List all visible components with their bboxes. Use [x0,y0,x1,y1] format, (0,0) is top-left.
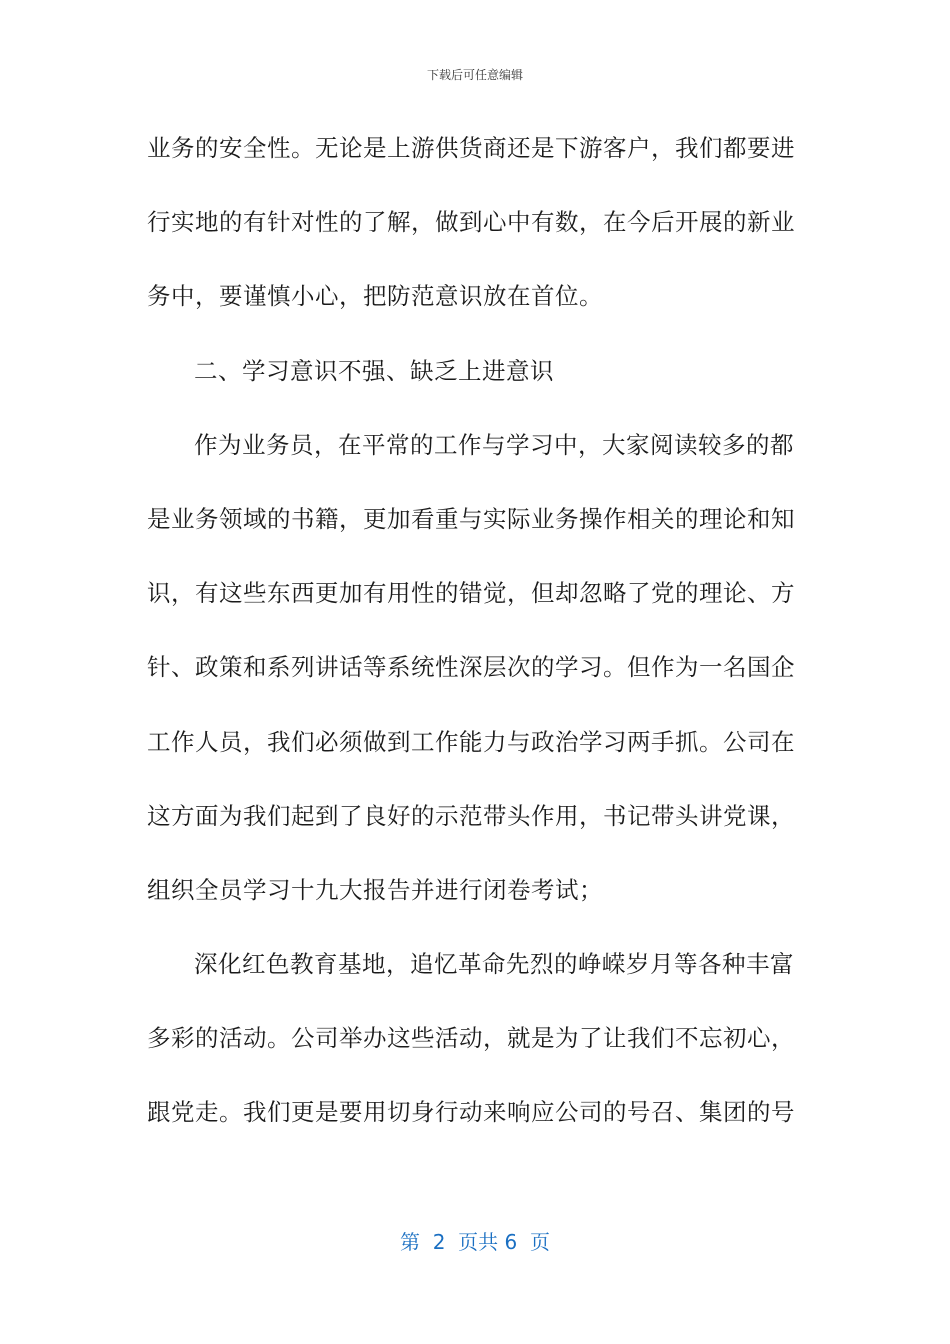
paragraph-line: 作为业务员，在平常的工作与学习中，大家阅读较多的都 [194,430,794,459]
section-heading: 二、学习意识不强、缺乏上进意识 [194,356,554,385]
paragraph-line: 针、政策和系列讲话等系统性深层次的学习。但作为一名国企 [147,653,795,682]
paragraph-line: 这方面为我们起到了良好的示范带头作用，书记带头讲党课， [147,801,795,830]
page-header: 下载后可任意编辑 [426,68,523,82]
page-number: 第 2 页共 6 页 [400,1230,550,1254]
paragraph-line: 跟党走。我们更是要用切身行动来响应公司的号召、集团的号 [147,1098,795,1127]
paragraph-line: 深化红色教育基地，追忆革命先烈的峥嵘岁月等各种丰富 [194,950,794,979]
paragraph-line: 识，有这些东西更加有用性的错觉，但却忽略了党的理论、方 [147,579,795,608]
paragraph-line: 组织全员学习十九大报告并进行闭卷考试； [147,875,603,904]
paragraph-line: 行实地的有针对性的了解，做到心中有数，在今后开展的新业 [147,208,795,237]
paragraph-line: 多彩的活动。公司举办这些活动，就是为了让我们不忘初心， [147,1024,795,1053]
document-body [147,120,795,1159]
paragraph-line: 务中，要谨慎小心，把防范意识放在首位。 [147,282,603,311]
paragraph-line: 业务的安全性。无论是上游供货商还是下游客户，我们都要进 [147,134,795,162]
paragraph-line: 是业务领域的书籍，更加看重与实际业务操作相关的理论和知 [147,504,795,533]
paragraph-line: 工作人员，我们必须做到工作能力与政治学习两手抓。公司在 [147,727,795,756]
